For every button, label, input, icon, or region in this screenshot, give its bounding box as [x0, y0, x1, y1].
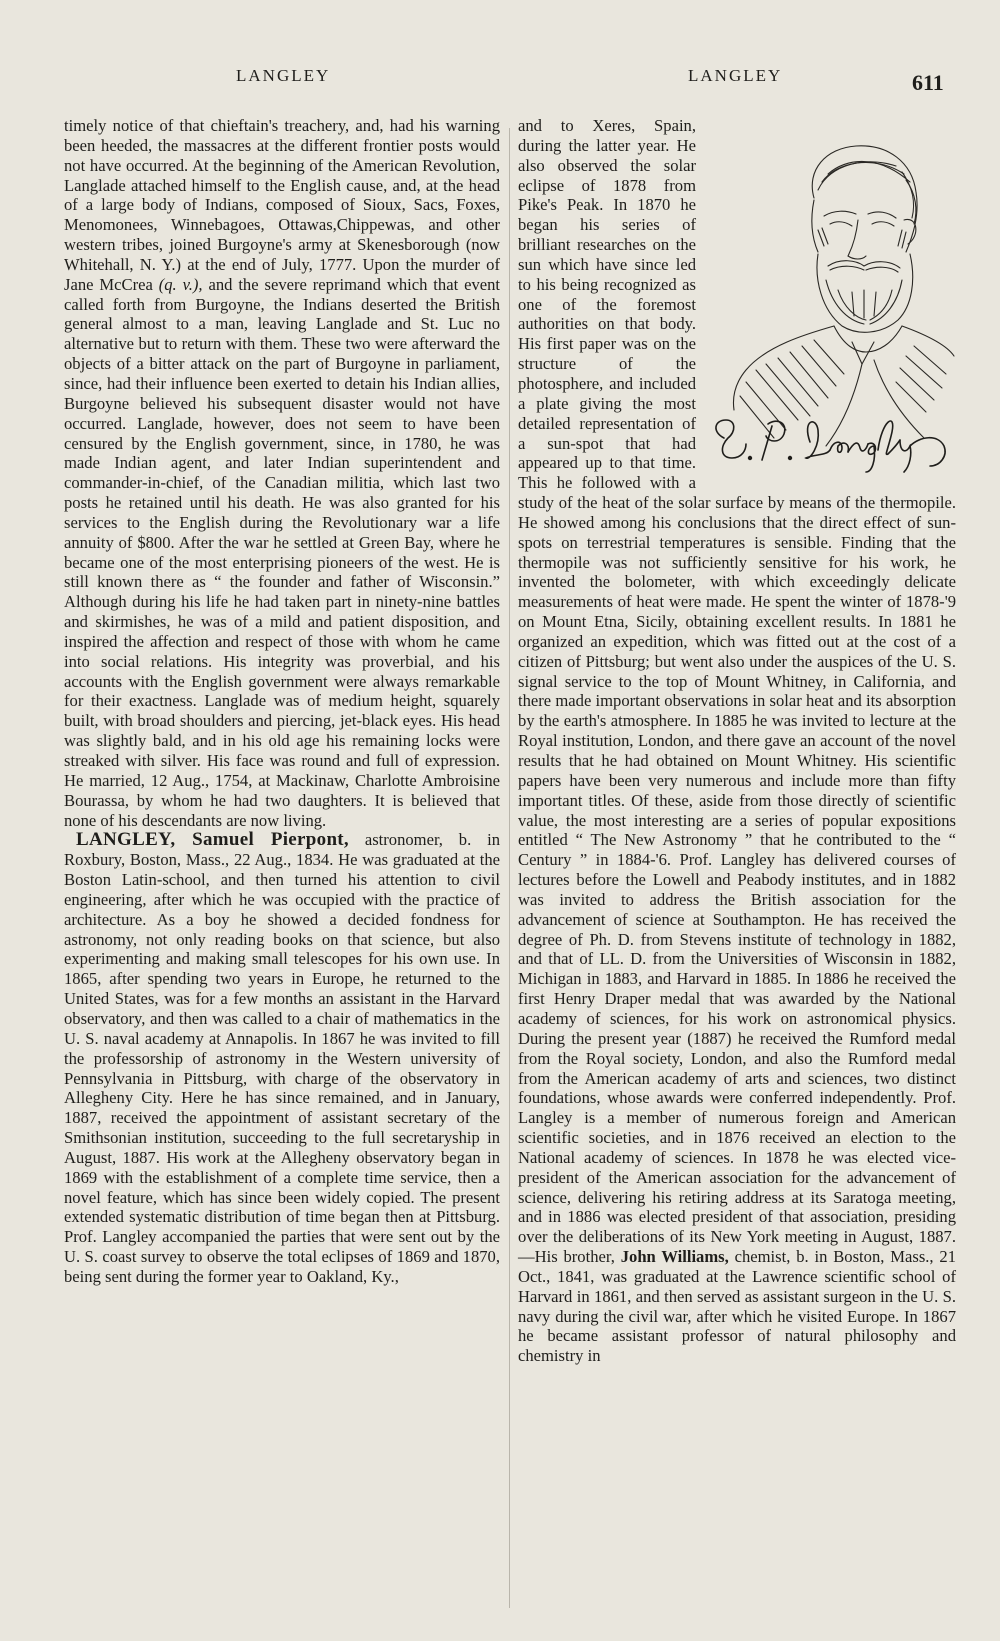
langlade-text-continued: and the severe reprimand which that event called forth from Burgoyne, the Indians deserted the British general almost to a man, leaving Langlade and St. Luc no alternative but to return with them. These two were afterward the objects of a bitter attack on the part of Burgoyne in parliament, since, had their influence been exerted to detain his Indian allies, Burgoyne believed his subsequent disaster would not have occurred. Langlade, however, does not seem to have been censured by the English government, since, in 1780, he was made Indian agent, and later Indian superintendent and commander-in-chief, of the Canadian militia, which last two posts he retained until his death. He was also granted for his services to the English during the Revolutionary war a life annuity of $800. After the war he settled at Green Bay, where he became one of the most enterprising pioneers of the west. He is still known there as “ the founder and father of Wisconsin.” Although during his life he had taken part in ninety-nine battles and skirmishes, he was of a mild and patient disposition, and inspired the affection and respect of those with whom he came into social relations. His integrity was proverbial, and his accounts with the English government were always remarkable for their exactness. Langlade was of medium height, squarely built, with broad shoulders and piercing, jet-black eyes. His head was slightly bald, and in his old age his remaining locks were streaked with silver. His face was round and full of expression. He married, 12 Aug., 1754, at Mackinaw, Charlotte Ambroisine Bourassa, by whom he had two daughters. It is believed that none of his descendants are now living.	[64, 274, 501, 830]
page-number: 611	[912, 70, 944, 95]
entry-heading: LANGLEY, Samuel Pierpont,	[76, 829, 349, 851]
running-head-right: LANGLEY	[688, 66, 783, 85]
portrait-figure	[706, 120, 956, 482]
right-column	[518, 116, 956, 1366]
langley-entry	[64, 830, 500, 1286]
left-column	[64, 116, 500, 1287]
running-head-left: LANGLEY	[236, 66, 331, 85]
portrait-engraving	[706, 120, 956, 482]
signature	[716, 420, 945, 472]
brother-text: chemist, b. in Boston, Mass., 21 Oct., 1841, was graduated at the Lawrence scientific school of Harvard in 1861, and then served as assistant surgeon in the U. S. navy during the civil war, after which he visited Europe. In 1867 he became assistant professor of natural philosophy and chemistry in	[518, 1247, 956, 1366]
brother-heading: John Williams,	[620, 1247, 729, 1267]
column-divider	[509, 128, 510, 1608]
langlade-paragraph	[64, 116, 500, 830]
langlade-text: timely notice of that chieftain's treachery, and, had his warning been heeded, the massacres at the different frontier posts would not have occurred. At the beginning of the American Revolution, Langlade attached himself to the English cause, and, at the head of a large body of Indians, composed of Sioux, Sacs, Foxes, Menomonees, Winnebagoes, Ottawas,Chippewas, and other western tribes, joined Burgoyne's army at Skenesborough (now Whitehall, N. Y.) at the end of July, 1777. Upon the murder of Jane McCrea	[64, 116, 500, 294]
cross-reference: (q. v.),	[158, 274, 203, 294]
entry-text-continued: and to Xeres, Spain, during the latter year. He also observed the solar eclipse of 1878 from Pike's Peak. In 1870 he began his series of brilliant researches on the sun which have since led to his being recognized as one of the foremost authorities on that body. His first paper was on the structure of the photosphere, and included a plate giving the most detailed representation of a sun-spot that had appeared up to that time. This he followed with a study of the heat of the solar surface by means of the thermopile. He showed among his conclusions that the direct effect of sun-spots on terrestrial temperatures is sensible. Finding that the thermopile was not sufficiently sensitive for his work, he invented the bolometer, with which exceedingly delicate measurements of heat were made. He spent the winter of 1878-'9 on Mount Etna, Sicily, obtaining excellent results. In 1881 he organized an expedition, which was fitted out at the cost of a citizen of Pittsburg; but went also under the auspices of the U. S. signal service to the top of Mount Whitney, in California, and there made important observations in solar heat and its absorption by the earth's atmosphere. In 1885 he was invited to lecture at the Royal institution, London, and there gave an account of the novel results that he had obtained on Mount Whitney. His scientific papers have been very numerous and include more than fifty important titles. Of these, aside from those directly of scientific value, the most interesting are a series of popular expositions entitled “ The New Astronomy ” that he contributed to the “ Century ” in 1884-'6. Prof. Langley has delivered courses of lectures before the Lowell and Peabody institutes, and in 1882 was invited to address the British association for the advancement of science at Southampton. He has received the degree of Ph. D. from Stevens institute of technology in 1882, and that of LL. D. from the Universities of Wisconsin in 1882, Michigan in 1883, and Harvard in 1885. In 1886 he received the first Henry Draper medal that was awarded by the National academy of sciences, for his work on astronomical physics. During the present year (1887) he received the Rumford medal from the Royal society, London, and also the Rumford medal from the American academy of arts and sciences, two distinct foundations, whose awards were conferred independently. Prof. Langley is a member of numerous foreign and American scientific societies, and in 1876 received an election to the National academy of sciences. In 1878 he was elected vice-president of the American association for the advancement of science, delivering his retiring address at its Saratoga meeting, and in 1886 was elected president of that association, presiding over the deliberations of its New York meeting in August, 1887.—His brother,	[518, 116, 956, 1267]
entry-text: astronomer, b. in Roxbury, Boston, Mass., 22 Aug., 1834. He was graduated at the Boston Latin-school, and then turned his attention to civil engineering, after which he was occupied with the practice of architecture. As a boy he showed a decided fondness for astronomy, not only reading books on that science, but also experimenting and making small telescopes for his own use. In 1865, after spending two years in Europe, he returned to the United States, was for a few months an assistant in the Harvard observatory, and then was called to a chair of mathematics in the U. S. naval academy at Annapolis. In 1867 he was invited to fill the professorship of astronomy in the Western university of Pennsylvania in Pittsburg, with charge of the observatory in Allegheny City. Here he has since remained, and in January, 1887, received the appointment of assistant secretary of the Smithsonian institution, succeeding to the full secretaryship in August, 1887. His work at the Allegheny observatory began in 1869 with the establishment of a complete time service, then a novel feature, which has since been widely copied. The present extended systematic distribution of time began then at Pittsburg. Prof. Langley accompanied the parties that were sent out by the U. S. coast survey to observe the total eclipses of 1869 and 1870, being sent during the former year to Oakland, Ky.,	[64, 830, 500, 1286]
